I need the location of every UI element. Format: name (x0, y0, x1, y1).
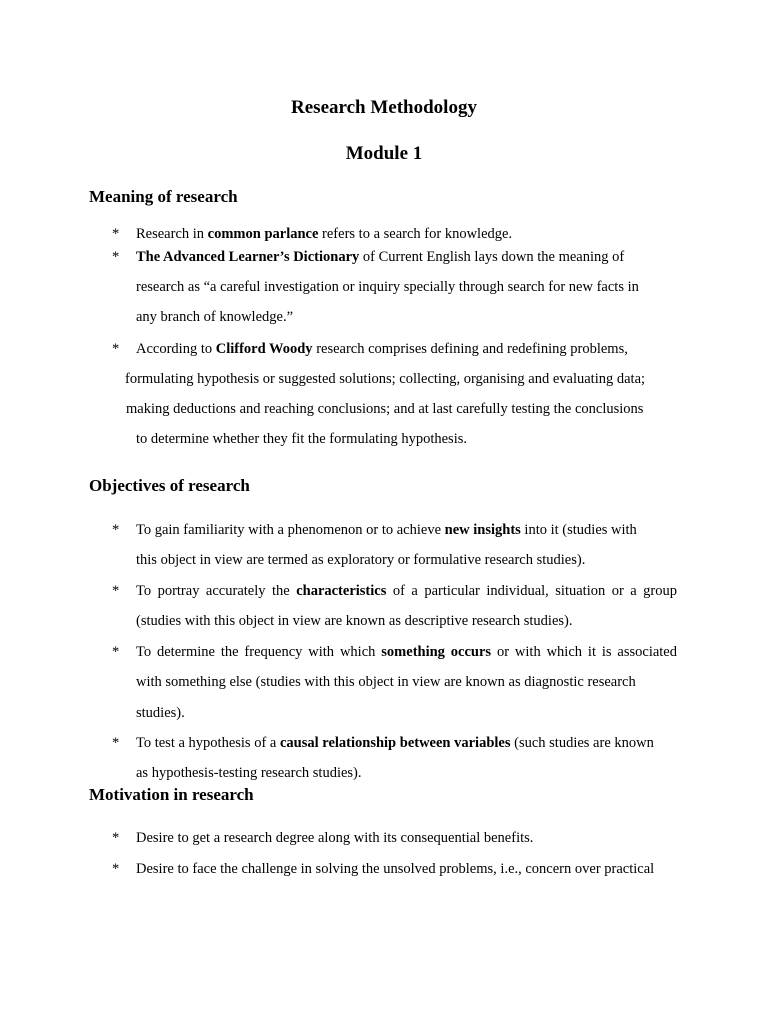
bullet-marker: * (112, 522, 120, 538)
motivation-bullet-1: Desire to get a research degree along with its consequential benefits. (136, 830, 534, 846)
meaning-bullet-3-line-2: formulating hypothesis or suggested solutions; collecting, organising and evaluating data; (125, 371, 646, 387)
bullet-marker: * (112, 249, 120, 265)
bullet-marker: * (112, 830, 120, 846)
meaning-bullet-2-line-2: research as “a careful investigation or inquiry specially through search for new facts in (136, 279, 639, 295)
meaning-bullet-2-line-3: any branch of knowledge.” (136, 309, 294, 325)
bullet-marker: * (112, 735, 120, 751)
objective-3-line-2: with something else (studies with this object in view are known as diagnostic research (136, 674, 636, 690)
bullet-marker: * (112, 644, 120, 660)
bullet-marker: * (112, 861, 120, 877)
motivation-bullet-2: Desire to face the challenge in solving the unsolved problems, i.e., concern over practical (136, 861, 655, 877)
bullet-marker: * (112, 341, 120, 357)
bullet-marker: * (112, 226, 120, 242)
objective-3-line-3: studies). (136, 705, 185, 721)
meaning-bullet-3-line-3: making deductions and reaching conclusions; and at last carefully testing the conclusions (126, 401, 644, 417)
meaning-bullet-1: Research in common parlance refers to a search for knowledge. (136, 226, 513, 242)
heading-objectives-of-research: Objectives of research (89, 476, 250, 495)
meaning-bullet-3-line-1: According to Clifford Woody research comprises defining and redefining problems, (136, 341, 628, 357)
meaning-bullet-2-line-1: The Advanced Learner’s Dictionary of Current English lays down the meaning of (136, 249, 625, 265)
objective-4-line-1: To test a hypothesis of a causal relationship between variables (such studies are known (136, 735, 654, 751)
meaning-bullet-3-line-4: to determine whether they fit the formulating hypothesis. (136, 431, 468, 447)
document-title: Research Methodology (291, 97, 477, 118)
heading-motivation-in-research: Motivation in research (89, 785, 254, 804)
objective-2-line-1: To portray accurately the characteristics of a particular individual, situation or a group (136, 583, 678, 599)
heading-meaning-of-research: Meaning of research (89, 187, 238, 206)
objective-3-line-1: To determine the frequency with which something occurs or with which it is associated (136, 644, 677, 660)
objective-2-line-2: (studies with this object in view are known as descriptive research studies). (136, 613, 573, 629)
objective-4-line-2: as hypothesis-testing research studies). (136, 765, 362, 781)
objective-1-line-2: this object in view are termed as exploratory or formulative research studies). (136, 552, 586, 568)
bullet-marker: * (112, 583, 120, 599)
module-title: Module 1 (345, 143, 423, 164)
objective-1-line-1: To gain familiarity with a phenomenon or to achieve new insights into it (studies with (136, 522, 637, 538)
